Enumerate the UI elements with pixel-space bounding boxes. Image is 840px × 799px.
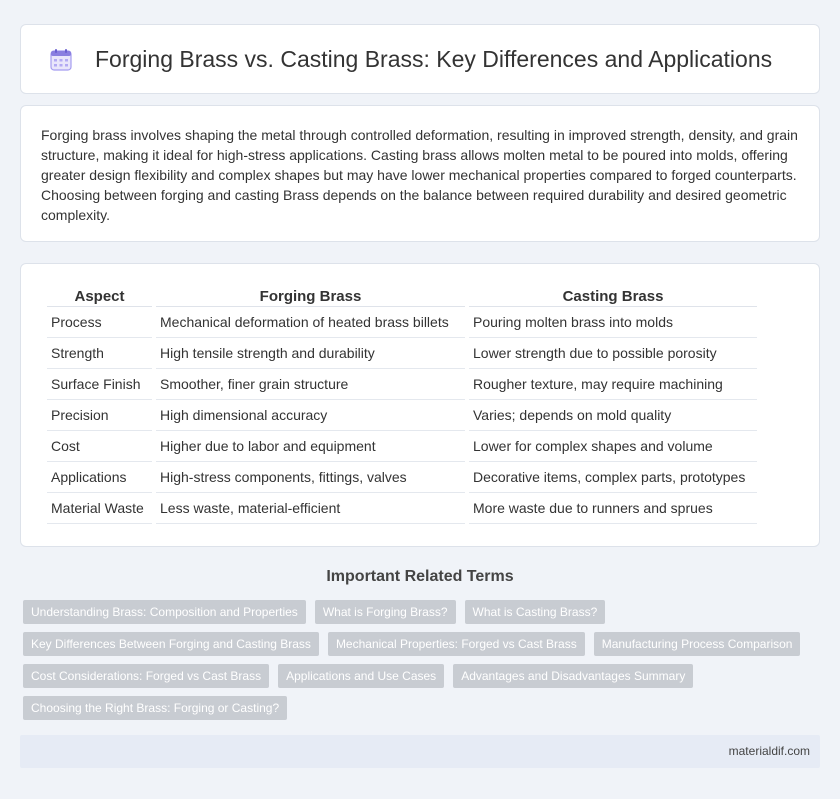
cell-aspect: Precision <box>47 400 152 431</box>
related-term-link[interactable]: Key Differences Between Forging and Casting Brass <box>23 632 319 656</box>
table-row <box>47 307 757 338</box>
cell-forging: Less waste, material-efficient <box>156 493 465 524</box>
cell-forging: Mechanical deformation of heated brass billets <box>156 307 465 338</box>
cell-forging: High-stress components, fittings, valves <box>156 462 465 493</box>
table-row <box>47 431 757 462</box>
footer <box>20 735 820 768</box>
table-header-row <box>47 286 757 307</box>
related-term-link[interactable]: Advantages and Disadvantages Summary <box>453 664 693 688</box>
cell-aspect: Cost <box>47 431 152 462</box>
table-row <box>47 493 757 524</box>
cell-aspect: Applications <box>47 462 152 493</box>
related-terms-title: Important Related Terms <box>326 568 514 585</box>
cell-casting: Decorative items, complex parts, prototypes <box>469 462 757 493</box>
intro-card <box>20 105 820 242</box>
cell-forging: High dimensional accuracy <box>156 400 465 431</box>
footer-site[interactable]: materialdif.com <box>728 744 810 758</box>
cell-aspect: Surface Finish <box>47 369 152 400</box>
related-term-link[interactable]: What is Forging Brass? <box>315 600 456 624</box>
table-row <box>47 400 757 431</box>
column-header-aspect: Aspect <box>47 286 152 307</box>
cell-casting: Varies; depends on mold quality <box>469 400 757 431</box>
related-term-link[interactable]: What is Casting Brass? <box>465 600 606 624</box>
column-header-casting: Casting Brass <box>469 286 757 307</box>
related-term-link[interactable]: Applications and Use Cases <box>278 664 444 688</box>
cell-casting: Pouring molten brass into molds <box>469 307 757 338</box>
related-term-link[interactable]: Manufacturing Process Comparison <box>594 632 801 656</box>
table-row <box>47 338 757 369</box>
page-title: Forging Brass vs. Casting Brass: Key Differences and Applications <box>95 46 773 72</box>
cell-casting: More waste due to runners and sprues <box>469 493 757 524</box>
related-term-link[interactable]: Cost Considerations: Forged vs Cast Brass <box>23 664 269 688</box>
cell-aspect: Material Waste <box>47 493 152 524</box>
calendar-icon <box>49 48 73 72</box>
intro-paragraph: Forging brass involves shaping the metal through controlled deformation, resulting in improved strength, density, and grain structure, making it ideal for high-stress applications. Casting brass allows molten metal to be poured into molds, offering greater design flexibility and complex shapes but may have lower mechanical properties compared to forged counterparts. Choosing between forging and casting Brass depends on the balance between required durability and desired geometric complexity. <box>41 127 798 223</box>
comparison-table <box>43 286 761 524</box>
related-term-link[interactable]: Choosing the Right Brass: Forging or Casting? <box>23 696 287 720</box>
cell-casting: Lower strength due to possible porosity <box>469 338 757 369</box>
cell-aspect: Strength <box>47 338 152 369</box>
cell-casting: Rougher texture, may require machining <box>469 369 757 400</box>
cell-casting: Lower for complex shapes and volume <box>469 431 757 462</box>
cell-forging: High tensile strength and durability <box>156 338 465 369</box>
related-terms-list <box>23 600 823 728</box>
table-row <box>47 462 757 493</box>
cell-forging: Higher due to labor and equipment <box>156 431 465 462</box>
header-card <box>20 24 820 94</box>
table-row <box>47 369 757 400</box>
cell-forging: Smoother, finer grain structure <box>156 369 465 400</box>
related-term-link[interactable]: Mechanical Properties: Forged vs Cast Brass <box>328 632 585 656</box>
related-term-link[interactable]: Understanding Brass: Composition and Properties <box>23 600 306 624</box>
header <box>49 46 772 73</box>
cell-aspect: Process <box>47 307 152 338</box>
column-header-forging: Forging Brass <box>156 286 465 307</box>
comparison-card <box>20 263 820 547</box>
